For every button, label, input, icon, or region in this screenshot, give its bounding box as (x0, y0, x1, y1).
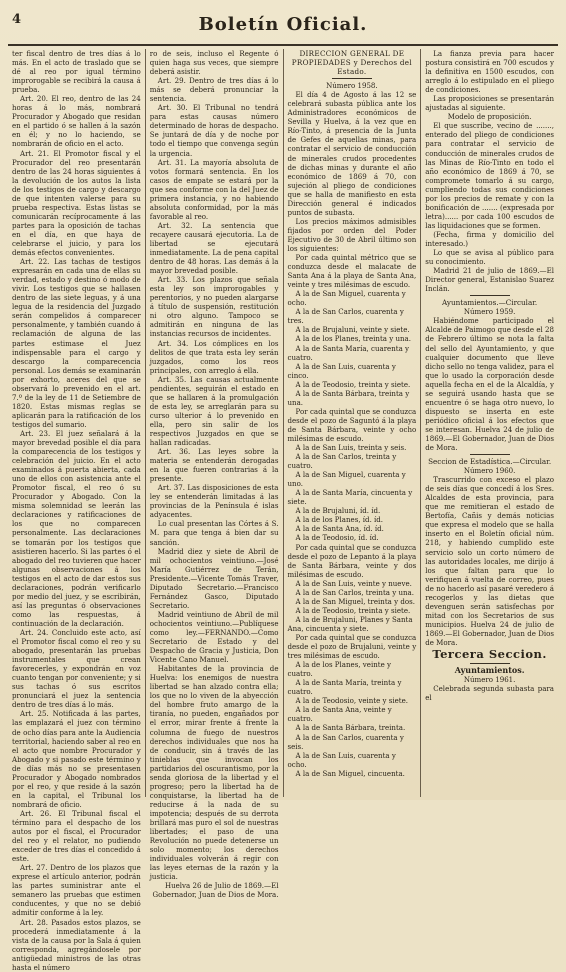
signature: Huelva 26 de Julio de 1869.—El Gobernador, Juan de Dios de Mora. (152, 881, 279, 900)
paragraph: Art. 22. Las tachas de testigos expresarán en cada una de ellas su verdad, estado y destino ó modo de vivir. Los testigos que se hallasen dentro de las siete leguas, y á una legua de la residencia del Juzgado serán compelidos á comparecer personalmente, y también cuando á reclamación de alguna de las partes estimase el Juez indispensable para el cargo y descargo la comparecencia personal. Los demás se examinarán por exhorto, aceres del que se observará lo prevenido en el art. 7.º de la ley de 11 de Setiembre de 1820. Estas mismas reglas se aplicarán para la ratificación de los testigos del sumario. (12, 257, 141, 429)
list-item: A la de Santa Ana, veinte y cuatro. (287, 705, 392, 724)
divider (332, 78, 372, 79)
paragraph: Art. 33. Los plazos que señala esta ley son improrogables y perentorios, y no pueden alargarse á título de suspensión, restitución ni otro alguno. Tampoco se admitirán en ninguna de las instancias recursos de incidentes. (149, 275, 279, 339)
notice-number: Número 1960. (463, 466, 516, 476)
paragraph: Por cada quintal que se conduzca desde el pozo de Saguntó á la playa de Santa Bárbara, veinte y ocho milésimas de escudo. (287, 406, 417, 443)
list-item: A la de Santa Ana, íd. íd. (295, 524, 384, 534)
list-item: A la de Santa Bárbara, treinta y una. (287, 388, 410, 407)
list-item: A la de San Luis, veinte y nueve. (295, 578, 412, 588)
divider (470, 663, 510, 664)
list-item: A la de San Luis, treinta y seis. (295, 443, 407, 453)
section-heading: Ayuntamientos. (454, 665, 525, 676)
page-header (8, 6, 558, 42)
list-item: A la de San Carlos, cuarenta y tres. (287, 307, 404, 326)
paragraph: Art. 25. Notificada á las partes, las emplazará el juez con término de ocho días para ante la Audiencia territorial, haciendo saber al reo en el acto que nombre Procurador y Abogado y si pasado este término y de días más no se presentasen Procurador y Abogado nombrados por el reo, y que reside á la sazón en la capital, el Tribunal los nombrará de oficio. (12, 709, 141, 809)
paragraph: ro de seis, incluso el Regente ó quien haga sus veces, que siempre deberá asistir. (149, 49, 279, 77)
paragraph: Art. 23. El juez señalará á la mayor brevedad posible el día para la comparecencia de los testigos y celebración del juicio. En el acto examinados á puerta abierta, cada uno de ellos con asistencia ante el Promotor fiscal, el reo ó su Procurador y Abogado. Con la misma solemnidad se leerán las declaraciones y ratificaciones de los que no comparecen personalmente. Las declaraciones se tomarán por los testigos que asistieren hacerlo. Si las partes ó el abogado del reo tuvieren que hacer algunas observaciones á los testigos en el acto de dar estos sus declaraciones, podrán verificarlo por medio del juez, y se escribirán, así las preguntas ó observaciones como las respuestas, á continuación de la declaración. (12, 428, 141, 628)
paragraph: Art. 35. Las causas actualmente pendientes, seguirán el estado en que se hallaren á la promulgación de esta ley, se arreglarán para su curso ulterior á lo prevenido en ella, pero sin salir de los respectivos Juzgados en que se hallan radicadas. (149, 374, 279, 448)
paragraph: Art. 34. Los cómplices en los delitos de que trata esta ley serán juzgados, como los reos principales, con arreglo á ella. (149, 338, 279, 375)
list-item: A la de los Planes, treinta y una. (295, 334, 411, 344)
column-2 (145, 49, 283, 900)
paragraph: Por cada quintal que se conduzca desde el pozo de Lepanto á la playa de Santa Bárbara, veinte y dos milésimas de escudo. (287, 542, 417, 579)
section-heading: Ayuntamientos.—Circular. (442, 298, 538, 308)
list-item: A la de San Miguel, cuarenta y uno. (287, 470, 406, 489)
paragraph: Art. 27. Dentro de los plazos que exprese el artículo anterior, podrán las partes suministrar ante el semanero las pruebas que estimen conducentes, y que no se debió admitir conforme á la ley. (12, 863, 141, 918)
list-item: A la de Brujaluni, veinte y siete. (295, 325, 410, 335)
header-rule (8, 44, 558, 46)
paragraph: Art. 30. El Tribunal no tendrá para estas causas número determinado de horas de despacho. Se juntará de día y de noche por todo el tiempo que convenga según la urgencia. (149, 103, 279, 158)
page-number: 4 (12, 12, 22, 27)
paragraph: Los precios máximos admisibles fijados por orden del Poder Ejecutivo de 30 de Abril último son los siguientes: (287, 216, 417, 253)
paragraph: Madrid 21 de julio de 1869.—El Director general, Estanislao Suarez Inclán. (425, 266, 554, 294)
paragraph: Art. 36. Las leyes sobre la materia se entenderán derogadas en la que fueren contrarias á la presente. (149, 447, 279, 484)
list-item: A la de Brujaluni, Planes y Santa Ana, cincuenta y siete. (287, 614, 413, 633)
list-item: A la de San Luis, cuarenta y ocho. (287, 750, 396, 769)
notice-number: Número 1958. (326, 81, 378, 91)
list-item: A la de San Carlos, cuarenta y seis. (287, 732, 404, 751)
paragraph: (Fecha, firma y domicilio del interesado.) (425, 229, 554, 248)
list-item: A la de los Planes, íd. íd. (295, 515, 384, 525)
paragraph: Art. 26. El Tribunal fiscal el término para el despacho de los autos por el fiscal, el Procurador del reo y el relator, no pudiendo exceder de tres días el concedido á este. (12, 808, 141, 864)
list-item: A la de los Planes, veinte y cuatro. (287, 660, 391, 679)
paragraph: Art. 32. La sentencia que recayere causará ejecutoria. La de libertad se ejecutará inmediatamente. La de pena capital dentro de 48 horas. Las demás á la mayor brevedad posible. (149, 220, 279, 276)
list-item: A la de San Carlos, treinta y una. (295, 587, 414, 597)
column-1 (8, 49, 145, 972)
list-item: A la de Teodosio, treinta y siete. (295, 605, 411, 615)
paragraph: Trascurrido con exceso el plazo de seis días que concedí á los Sres. Alcaldes de esta provincia, para que me remitieran el estado de Bertofía, Cañis y demás noticias que expresa el modelo que se halla inserto en el Boletín oficial núm. 218, y habiendo cumplido este servicio solo un corto número de las autoridades locales, me dirijo á los que faltan para que lo verifiquen á vuelta de correo, pues de no hacerlo así pasaré veredero á recogerlos y las dietas que devenguen serán satisfechas por mitad con los Secretarios de sus municipios. Huelva 24 de julio de 1869.—El Gobernador, Juan de Dios de Mora. (425, 475, 554, 647)
list-item: A la de San Miguel, cuarenta y ocho. (287, 289, 406, 308)
paragraph: Habitantes de la provincia de Huelva: los enemigos de nuestra libertad se han alzado contra ella; los que no lo viven de la abyección del hombre fruto amargo de la tiranía, no pueden, engañados por el error, mirar frente á frente la columna de fuego de nuestros derechos individuales que nos ha de conducir, sin á través de las tinieblas que invocan los partidarios del oscurantismo, por la senda gloriosa de la libertad y el progreso; pero la libertad ha de conquistarse, la libertad ha de reducirse á la nada de su impotencia; después de su derrota brillará mas puro el sol de nuestras libertades; el paso de una Revolución no puede detenerse un solo momento; los derechos individuales volverán á regir con las leyes eternas de la razón y la justicia. (149, 664, 279, 882)
list-item: A la de Santa María, cuarenta y cuatro. (287, 343, 410, 362)
paragraph: ter fiscal dentro de tres días á lo más. En el acto de traslado que se dé al reo por igual término improrogable se recibirá la causa á prueba. (12, 49, 141, 95)
notice-number: Número 1959. (463, 307, 516, 317)
paragraph: Lo cual presentan las Córtes á S. M. para que tenga á bien dar su sanción. (149, 519, 279, 547)
paragraph: Lo que se avisa al público para su conocimiento. (425, 248, 554, 267)
paragraph: El día 4 de Agosto á las 12 se celebrará subasta pública ante los Administradores económicos de Sevilla y Huelva, á la vez que en Río-Tinto, á presencia de la Junta de Gefes de aquellas minas, para contratar el servicio de conducción de minerales crudos procedentes de dichas minas y durante el año económico de 1869 á 70, con sujeción al pliego de condiciones que se halla de manifiesto en esta Dirección general é indicados puntos de subasta. (287, 90, 417, 217)
list-item: A la de San Luis, cuarenta y cinco. (287, 361, 396, 380)
paragraph: Art. 31. La mayoría absoluta de votos formará sentencia. En los casos de empate se estará por la que sea conforme con la del Juez de primera instancia, y no habiendo absoluta conformidad, por la más favorable al reo. (149, 157, 279, 221)
section-title: Tercera Seccion. (432, 647, 547, 662)
list-item: A la de Santa María, treinta y cuatro. (287, 678, 402, 697)
list-item: A la de Santa Bárbara, treinta. (295, 723, 406, 733)
section-heading: Seccion de Estadística.—Circular. (428, 457, 552, 467)
list-item: A la de San Carlos, treinta y cuatro. (287, 452, 397, 471)
list-item: A la de San Miguel, cincuenta. (295, 768, 405, 778)
paragraph: Habiéndome participado el Alcalde de Paimogo que desde el 28 de Febrero último se nota la falta del sello del Ayuntamiento, y que cualquier documento que lleve dicho sello no tenga validez, para el que lo usado la corporación desde aquella fecha en el de la Alcaldía, y se seguirá usando hasta que se encuentre ó se haga otro nuevo, lo dispuesto se inserta en este periódico oficial á los efectos que se interesan. Huelva 24 de julio de 1869.—El Gobernador, Juan de Dios de Mora. (425, 316, 554, 453)
paragraph: El que suscribe, vecino de ......., enterado del pliego de condiciones para contratar el servicio de conducción de minerales crudos de las Minas de Río-Tinto en todo el año económico de 1869 á 70, se compromete tomarlo á su cargo, cumpliendo todas sus condiciones por los precios de remate y con la bonificación de ....... (expresada por letra)...... por cada 100 escudos de las liquidaciones que se formen. (425, 121, 554, 230)
paragraph: Art. 24. Concluido este acto, así el Promotor fiscal como el reo y su abogado, presentarán las pruebas instrumentales que crean favorecerles, y expondrán en voz cuanto tengan por conveniente; y si sus tachas ó sus escritos pronunciará el juez la sentencia dentro de tres días á lo más. (12, 628, 141, 710)
paragraph: Art. 28. Pasados estos plazos, se procederá inmediatamente á la vista de la causa por la Sala á quien corresponda, agregándosele por antigüedad ministros de las otras hasta el número (12, 917, 141, 972)
divider (470, 454, 510, 455)
list-item: A la de Teodosio, íd. íd. (295, 533, 379, 543)
section-heading: DIRECCION GENERAL DE PROPIEDADES y Derechos del Estado. (291, 49, 412, 77)
columns (8, 49, 558, 972)
paragraph: Art. 37. Las disposiciones de esta ley se entenderán limitadas á las provincias de la Península é islas adyacentes. (149, 483, 279, 520)
paragraph: Madrid diez y siete de Abril de mil ochocientos veintiuno.—José María Gutiérrez de Terán, Presidente.—Vicente Tomás Traver, Diputado Secretario.—Francisco Fernández Gasco, Diputado Secretario. (149, 546, 279, 610)
page-title: Boletín Oficial. (198, 13, 368, 35)
list-item: A la de Teodosio, veinte y siete. (295, 696, 409, 706)
notice-number: Número 1961. (463, 675, 516, 685)
paragraph: Por cada quintal que se conduzca desde el pozo de Brujaluni, veinte y tres milésimas de escudo. (287, 633, 417, 661)
paragraph: Por cada quintal métrico que se conduzca desde el malacate de Santa Ana á la playa de Santa Ana, veinte y tres milésimas de escudo. (287, 253, 417, 290)
divider (470, 295, 510, 296)
paragraph: Art. 21. El Promotor fiscal y el Procurador del reo presentarán dentro de las 24 horas siguientes á la devolución de los autos la lista de los testigos de cargo y descargo de que intenten valerse para su prueba respectiva. Estas listas se comunicarán recíprocamente á las partes para la oposición de tachas en el día, en que haya de celebrarse el juicio, y para los demás efectos convenientes. (12, 148, 141, 258)
paragraph: Art. 29. Dentro de tres días á lo más se deberá pronunciar la sentencia. (149, 76, 279, 104)
list-item: A la de Brujaluni, íd. íd. (295, 506, 381, 516)
paragraph: Las proposiciones se presentarán ajustadas al siguiente. (425, 94, 554, 113)
list-item: A la de San Miguel, treinta y dos. (295, 596, 415, 606)
list-item: A la de Santa María, cincuenta y siete. (287, 488, 413, 507)
column-4 (420, 49, 558, 797)
column-3 (283, 49, 421, 797)
paragraph: Art. 20. El reo, dentro de las 24 horas á lo más, nombrará Procurador y Abogado que residan en el partido ó se hallen á la sazón en él; y no lo haciendo, se nombrarán de oficio en el acto. (12, 94, 141, 149)
list-item: A la de Teodosio, treinta y siete. (295, 379, 411, 389)
model-heading: Modelo de proposición. (447, 112, 532, 122)
paragraph: Madrid veintiuno de Abril de mil ochocientos veintiuno.—Publíquese como ley.—FERNANDO.—Como Secretario de Estado y del Despacho de Gracia y Justicia, Don Vicente Cano Manuel. (149, 609, 279, 665)
paragraph: Celebrada segunda subasta para el (425, 684, 554, 703)
paragraph: La fianza previa para hacer postura consistirá en 700 escudos y la definitiva en 1500 escudos, con arreglo á lo estipulado en el pliego de condiciones. (425, 49, 554, 95)
